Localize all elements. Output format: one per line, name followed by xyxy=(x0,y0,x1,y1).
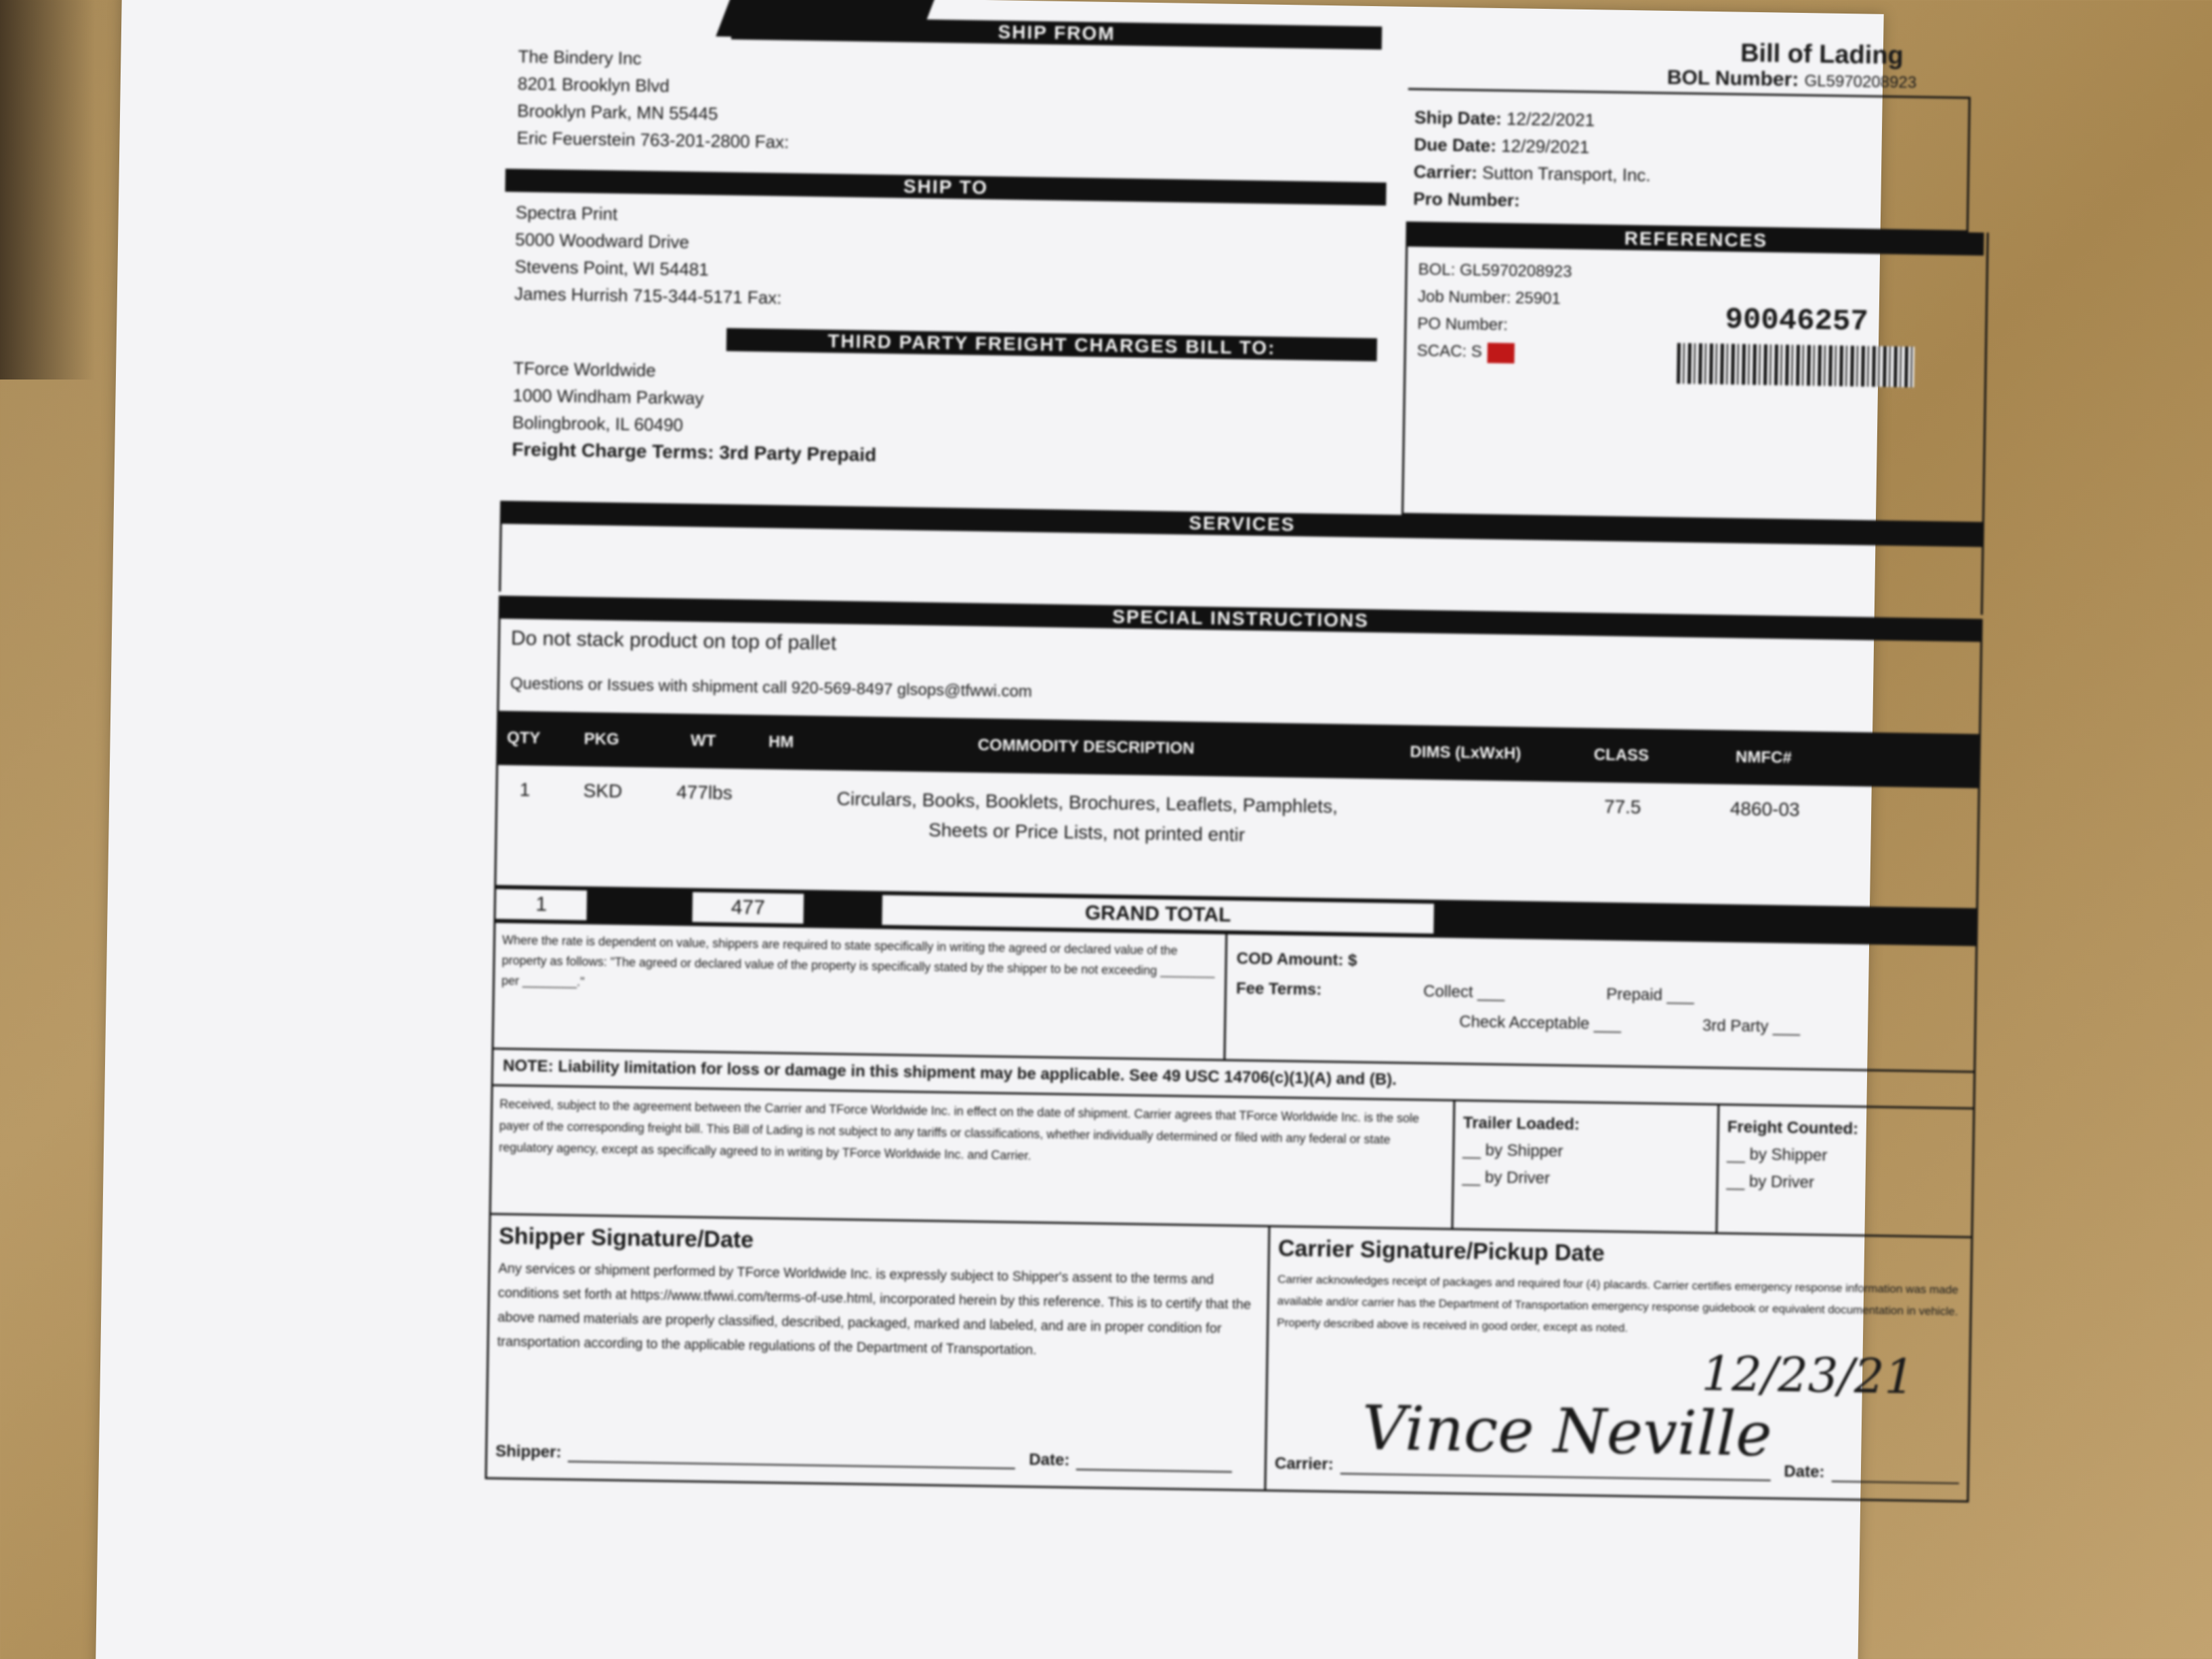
column-header: WT xyxy=(690,731,716,750)
cell-nmfc: 4860-03 xyxy=(1729,798,1800,821)
carrier-signature-title: Carrier Signature/Pickup Date xyxy=(1277,1235,1605,1267)
cell-hm xyxy=(754,783,809,890)
table-row xyxy=(494,765,1980,910)
cell-description: Circulars, Books, Booklets, Brochures, Leaflets, Pamphlets, Sheets or Price Lists, not printed entir xyxy=(836,787,1338,846)
freight-counted-title: Freight Counted: xyxy=(1727,1118,1859,1139)
fee-check-acceptable[interactable]: Check Acceptable ___ xyxy=(1459,1012,1622,1033)
freight-option[interactable]: __ by Shipper xyxy=(1727,1145,1828,1165)
freight-counted xyxy=(1717,1105,1973,1236)
special-instruction-text: Do not stack product on top of pallet xyxy=(510,627,837,655)
cell-pkg: SKD xyxy=(583,779,623,802)
carrier-date-label: Date: xyxy=(1784,1462,1825,1481)
carrier-label: Carrier: xyxy=(1413,161,1478,183)
carrier-sign-label: Carrier: xyxy=(1274,1454,1334,1474)
trailer-loaded-title: Trailer Loaded: xyxy=(1462,1113,1580,1134)
ref-bol: BOL: GL5970208923 xyxy=(1418,260,1572,281)
bol-number-label: BOL Number: xyxy=(1666,66,1799,91)
received-section xyxy=(489,1086,1975,1238)
carrier-terms-text: Carrier acknowledges receipt of packages and required four (4) placards. Carrier certifies emergency response information was made available and/or carrier has the Department of Transportation emergency response guidebook or equivalent documentation in vehicle. Property described above is received in good order, except as noted. xyxy=(1277,1273,1959,1335)
carrier-signature-block xyxy=(1266,1227,1971,1500)
address-line: Spectra Print xyxy=(515,202,618,224)
signature-section xyxy=(485,1215,1973,1502)
shipper-signature-block xyxy=(487,1215,1271,1490)
column-header: HM xyxy=(768,733,794,752)
freight-option[interactable]: __ by Driver xyxy=(1726,1172,1815,1192)
column-header: COMMODITY DESCRIPTION xyxy=(977,735,1195,758)
trailer-loaded xyxy=(1453,1101,1719,1232)
column-header: CLASS xyxy=(1593,745,1650,765)
shipper-date-label: Date: xyxy=(1029,1450,1070,1470)
ref-po: PO Number: xyxy=(1417,314,1508,335)
carrier-date-field[interactable] xyxy=(1831,1462,1959,1484)
shipper-signature-field[interactable] xyxy=(568,1442,1015,1469)
due-date: 12/29/2021 xyxy=(1500,135,1590,158)
bol-form xyxy=(346,3,1959,1481)
ship-to-heading: SHIP TO xyxy=(505,169,1386,205)
total-filler xyxy=(805,892,880,927)
ref-scac-label: SCAC: S xyxy=(1416,342,1483,361)
references-heading: REFERENCES xyxy=(1408,224,1984,255)
barcode-icon xyxy=(1677,343,1914,387)
pro-number-label: Pro Number: xyxy=(1413,188,1521,211)
trailer-option[interactable]: __ by Shipper xyxy=(1462,1141,1563,1161)
cell-qty: 1 xyxy=(519,779,531,800)
address-line: The Bindery Inc xyxy=(518,46,642,69)
total-filler xyxy=(588,888,691,924)
ship-from-address xyxy=(506,36,1389,171)
total-weight: 477 xyxy=(690,890,806,926)
ref-job: Job Number: 25901 xyxy=(1417,287,1561,308)
contact-line: Questions or Issues with shipment call 920-569-8497 glsops@tfwwi.com xyxy=(510,674,1033,701)
fee-prepaid[interactable]: Prepaid ___ xyxy=(1606,985,1694,1005)
value-cod-section xyxy=(491,921,1978,1073)
barcode-number: 90046257 xyxy=(1725,303,1869,340)
total-qty: 1 xyxy=(493,887,589,922)
references-section xyxy=(1401,224,1989,524)
fee-third-party[interactable]: 3rd Party ___ xyxy=(1702,1016,1801,1037)
address-line: 1000 Windham Parkway xyxy=(512,385,704,409)
bol-number xyxy=(1667,66,1917,94)
liability-note: NOTE: Liability limitation for loss or damage in this shipment may be applicable. See 49 USC 14706(c)(1)(A) and (B). xyxy=(491,1050,1976,1109)
cod-amount-label: COD Amount: $ xyxy=(1236,949,1357,970)
cell-class: 77.5 xyxy=(1603,796,1641,818)
fee-collect[interactable]: Collect ___ xyxy=(1423,982,1505,1002)
carrier-handwritten-date: 12/23/21 xyxy=(1701,1345,1915,1405)
services-heading: SERVICES xyxy=(500,501,1984,547)
freight-charge-terms: Freight Charge Terms: 3rd Party Prepaid xyxy=(512,438,877,466)
special-instructions-heading: SPECIAL INSTRUCTIONS xyxy=(498,596,1982,642)
ship-date-label: Ship Date: xyxy=(1414,106,1502,129)
address-line: 5000 Woodward Drive xyxy=(514,229,690,253)
third-party-section xyxy=(501,325,1384,483)
bill-of-lading-sheet xyxy=(96,0,1959,1659)
address-line: Eric Feuerstein 763-201-2800 Fax: xyxy=(516,127,790,152)
column-header: QTY xyxy=(506,729,541,747)
cod-fee-terms xyxy=(1225,935,1975,1071)
shipper-terms-text: Any services or shipment performed by TForce Worldwide Inc. is expressly subject to Shipper's assent to the terms and conditions set forth at https://www.tfwwi.com/terms-of-use.html, incorporated herein by this reference. This is to certify that the above named materials are properly classified, described, packaged, marked and labeled, and are in proper condition for transportation according to the applicable regulations of the Department of Transportation. xyxy=(497,1261,1252,1358)
bol-number-value: GL5970208923 xyxy=(1804,72,1917,92)
column-header: DIMS (LxWxH) xyxy=(1410,742,1521,763)
address-line: Brooklyn Park, MN 55445 xyxy=(516,100,718,124)
shipper-signature-title: Shipper Signature/Date xyxy=(498,1223,754,1253)
carrier-logo-icon xyxy=(1488,342,1515,363)
address-line: Stevens Point, WI 54481 xyxy=(514,256,709,280)
ship-from-section xyxy=(506,13,1389,171)
column-header: NMFC# xyxy=(1735,747,1792,767)
address-line: Bolingbrook, IL 60490 xyxy=(512,412,684,436)
cell-wt: 477lbs xyxy=(676,781,733,804)
trailer-option[interactable]: __ by Driver xyxy=(1462,1168,1551,1188)
commodity-table xyxy=(494,711,1981,910)
shipper-label: Shipper: xyxy=(495,1441,562,1462)
shipper-sign-row xyxy=(495,1441,1256,1473)
third-party-heading: THIRD PARTY FREIGHT CHARGES BILL TO: xyxy=(726,328,1377,361)
column-header: PKG xyxy=(583,729,619,749)
declared-value-text: Where the rate is dependent on value, shippers are required to state specifically in writing the agreed or declared value of the property as follows: "The agreed or declared value of the property is specifically stated by the shipper to be not exceeding ________ per ________." xyxy=(493,923,1227,1059)
address-line: TForce Worldwide xyxy=(512,358,656,381)
carrier-handwritten-signature: Vince Neville xyxy=(1361,1393,1773,1471)
ship-to-section xyxy=(503,169,1386,327)
fee-terms-label: Fee Terms: xyxy=(1235,979,1322,999)
ship-to-address xyxy=(503,192,1386,327)
third-party-address xyxy=(501,348,1384,483)
shipment-info xyxy=(1406,88,1971,232)
carrier-name: Sutton Transport, Inc. xyxy=(1481,162,1651,186)
cell-dims xyxy=(1364,792,1568,902)
ship-date: 12/22/2021 xyxy=(1506,108,1595,131)
ship-from-heading: SHIP FROM xyxy=(731,16,1382,49)
shipper-date-field[interactable] xyxy=(1076,1450,1232,1473)
address-line: 8201 Brooklyn Blvd xyxy=(517,73,670,96)
address-line: James Hurrish 715-344-5171 Fax: xyxy=(514,283,782,308)
due-date-label: Due Date: xyxy=(1414,134,1497,156)
received-text: Received, subject to the agreement between the Carrier and TForce Worldwide Inc. in effect on the date of shipment. Carrier agrees that TForce Worldwide Inc. is the sole payer of the corresponding freight bill. This Bill of Lading is not subject to any tariffs or classifications, whether individually determined or filed with any federal or state regulatory agency, except as specifically agreed to in writing by TForce Worldwide Inc. and Carrier. xyxy=(491,1086,1456,1228)
grand-total-label: GRAND TOTAL xyxy=(880,893,1436,936)
document-title: Bill of Lading xyxy=(1740,39,1904,70)
table-shadow xyxy=(0,0,95,380)
